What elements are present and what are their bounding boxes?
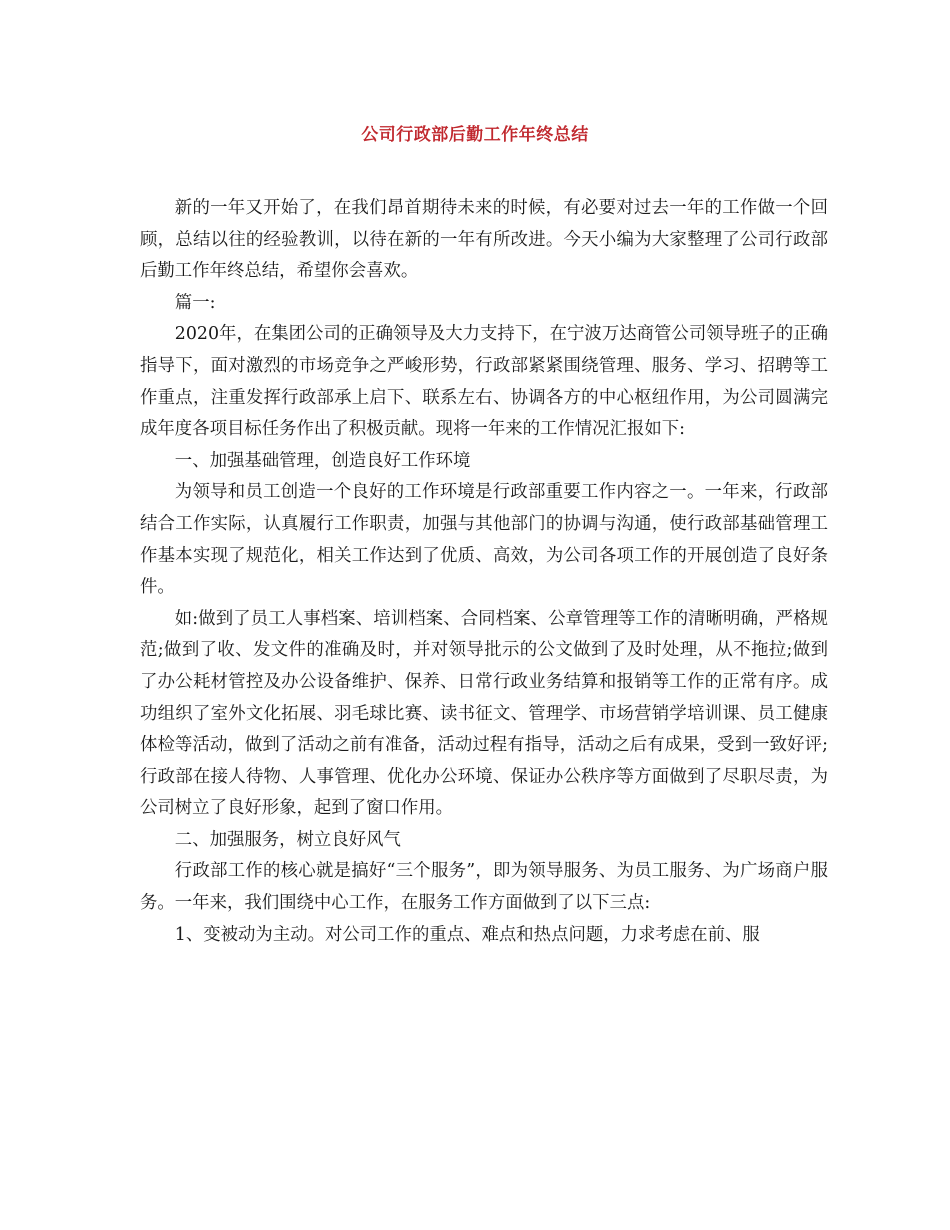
paragraph-overview: 2020年，在集团公司的正确领导及大力支持下，在宁波万达商管公司领导班子的正确指导下，面对激烈的市场竞争之严峻形势，行政部紧紧围绕管理、服务、学习、招聘等工作重点，注重发挥行政部承上启下、联系左右、协调各方的中心枢纽作用，为公司圆满完成年度各项目标任务作出了积极贡献。现将一年来的工作情况汇报如下: [140, 324, 828, 440]
document-body [140, 193, 828, 951]
document-title: 公司行政部后勤工作年终总结 [361, 125, 589, 145]
paragraph-intro: 新的一年又开始了，在我们昂首期待未来的时候，有必要对过去一年的工作做一个回顾，总结以往的经验教训，以待在新的一年有所改进。今天小编为大家整理了公司行政部后勤工作年终总结，希望你会喜欢。 [140, 198, 828, 282]
paragraph-part-label: 篇一: [174, 292, 216, 313]
paragraph-item-1: 1、变被动为主动。对公司工作的重点、难点和热点问题，力求考虑在前、服 [174, 924, 760, 945]
paragraph-section-1-examples: 如:做到了员工人事档案、培训档案、合同档案、公章管理等工作的清晰明确，严格规范;做到了收、发文件的准确及时，并对领导批示的公文做到了及时处理，从不拖拉;做到了办公耗材管控及办公设备维护、保养、日常行政业务结算和报销等工作的正常有序。成功组织了室外文化拓展、羽毛球比赛、读书征文、管理学、市场营销学培训课、员工健康体检等活动，做到了活动之前有准备，活动过程有指导，活动之后有成果，受到一致好评;行政部在接人待物、人事管理、优化办公环境、保证办公秩序等方面做到了尽职尽责，为公司树立了良好形象，起到了窗口作用。 [140, 608, 828, 819]
paragraph-section-1: 为领导和员工创造一个良好的工作环境是行政部重要工作内容之一。一年来，行政部结合工作实际，认真履行工作职责，加强与其他部门的协调与沟通，使行政部基础管理工作基本实现了规范化，相关工作达到了优质、高效，为公司各项工作的开展创造了良好条件。 [140, 482, 828, 598]
paragraph-section-2: 行政部工作的核心就是搞好“三个服务”，即为领导服务、为员工服务、为广场商户服务。一年来，我们围绕中心工作，在服务工作方面做到了以下三点: [140, 861, 828, 914]
section-heading-1: 一、加强基础管理，创造良好工作环境 [174, 450, 471, 471]
section-heading-2: 二、加强服务，树立良好风气 [174, 829, 401, 850]
